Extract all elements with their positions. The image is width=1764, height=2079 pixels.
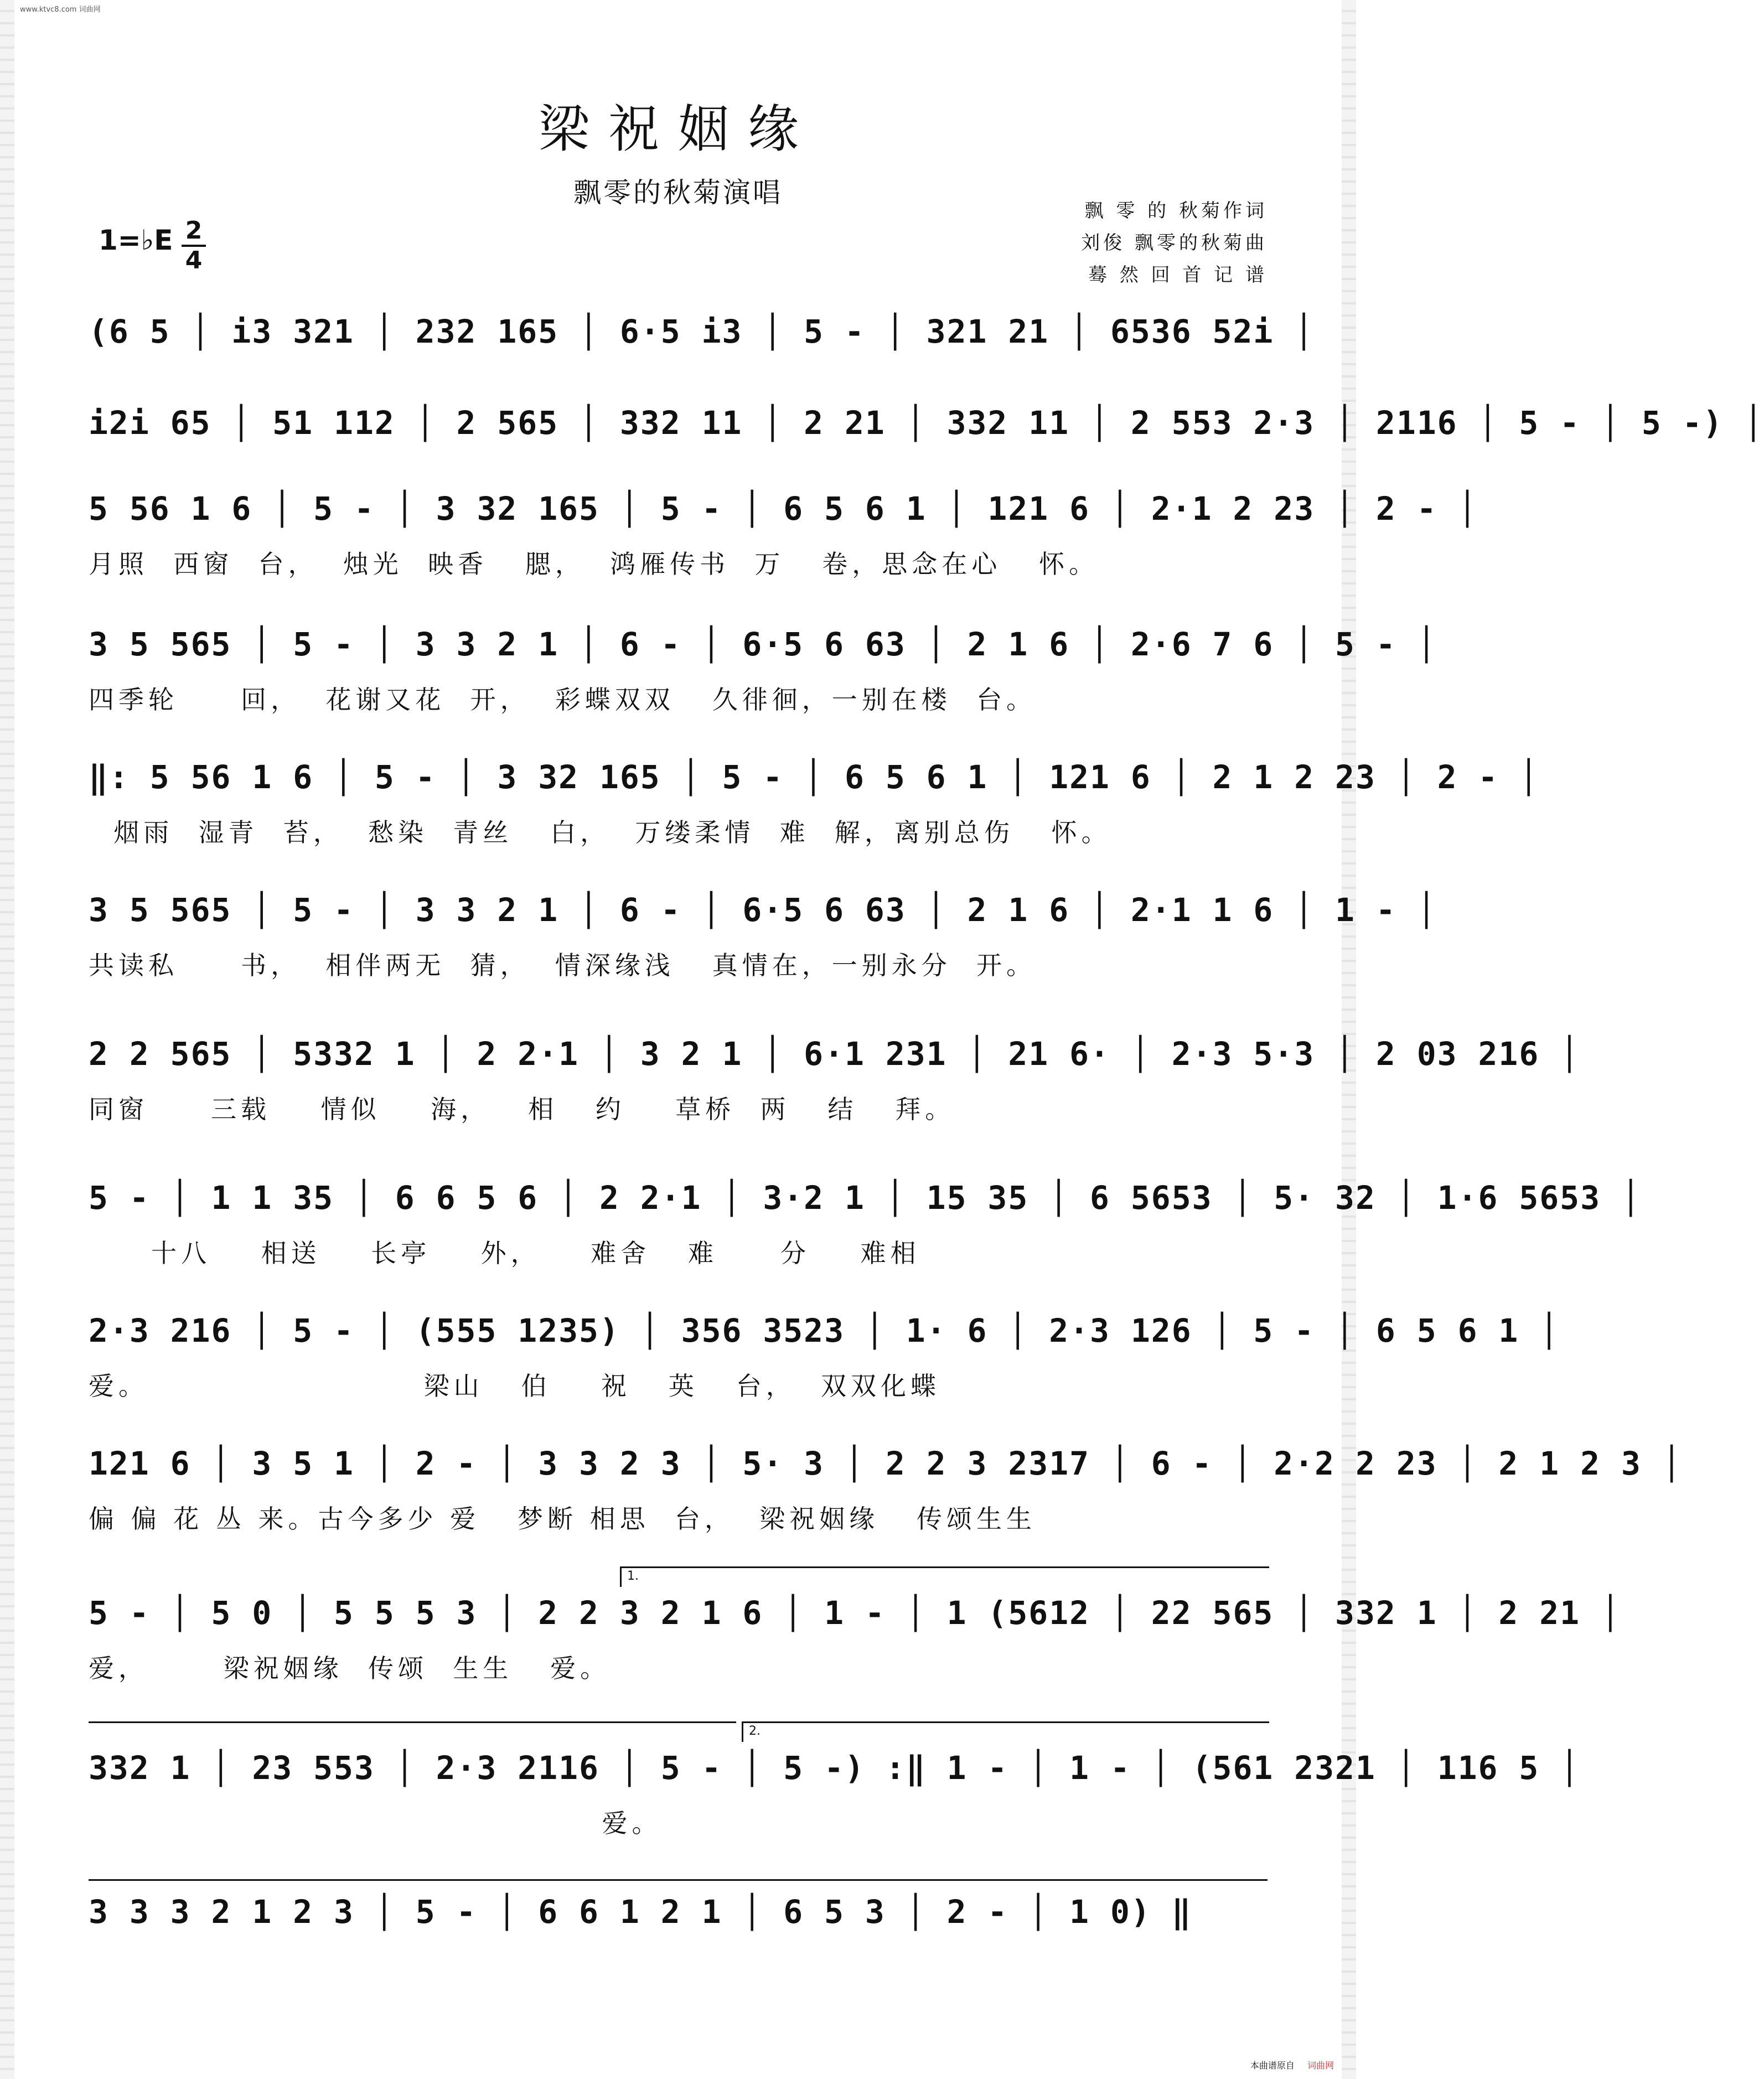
score-line-8 (89, 1179, 1642, 1268)
score-line-13 (89, 1893, 1268, 1976)
score-line-9 (89, 1312, 1560, 1401)
notes: 2 2 565 │ 5332 1 │ 2 2·1 │ 3 2 1 │ 6·1 231 │ 21 6· │ 2·3 5·3 │ 2 03 216 │ (89, 1035, 1581, 1073)
score-line-7 (89, 1035, 1581, 1124)
score-line-1 (89, 313, 1315, 396)
notes: 121 6 │ 3 5 1 │ 2 - │ 3 3 2 3 │ 5· 3 │ 2 2 3 2317 │ 6 - │ 2·2 2 23 │ 2 1 2 3 │ (89, 1445, 1683, 1482)
notes: 3 5 565 │ 5 - │ 3 3 2 1 │ 6 - │ 6·5 6 63 │ 2 1 6 │ 2·1 1 6 │ 1 - │ (89, 891, 1437, 929)
volta-2-label: 2. (749, 1724, 761, 1738)
credit-transcriber: 蓦 然 回 首 记 谱 (1088, 264, 1268, 286)
footer-brand-logo: 词曲网 (1307, 2060, 1334, 2071)
song-subtitle: 飘零的秋菊演唱 (573, 177, 783, 209)
notes: ‖: 5 56 1 6 │ 5 - │ 3 32 165 │ 5 - │ 6 5 6 1 │ 121 6 │ 2 1 2 23 │ 2 - │ (89, 758, 1540, 796)
footer (1250, 2059, 1334, 2071)
notes: 3 5 565 │ 5 - │ 3 3 2 1 │ 6 - │ 6·5 6 63 │ 2 1 6 │ 2·6 7 6 │ 5 - │ (89, 625, 1437, 663)
score-line-5 (89, 758, 1540, 847)
notes: 5 56 1 6 │ 5 - │ 3 32 165 │ 5 - │ 6 5 6 1 │ 121 6 │ 2·1 2 23 │ 2 - │ (89, 490, 1478, 527)
score-line-10 (89, 1445, 1683, 1534)
footer-note: 本曲谱原自 (1250, 2060, 1295, 2071)
score-line-6 (89, 891, 1437, 980)
notes: i2i 65 │ 51 112 │ 2 565 │ 332 11 │ 2 21 │ 332 11 │ 2 553 2·3 │ 2116 │ 5 - │ 5 -) │ (89, 404, 1764, 442)
meter-top: 2 (182, 217, 206, 247)
volta-1-label: 1. (627, 1569, 639, 1583)
meter-bottom: 4 (185, 246, 203, 275)
lyrics: 偏 偏 花 丛 来。古今多少 爱 梦断 相思 台， 梁祝姻缘 传颂生生 (89, 1504, 1036, 1534)
lyrics: 爱， 梁祝姻缘 传颂 生生 爱。 (89, 1653, 611, 1683)
score-line-12 (89, 1749, 1581, 1838)
volta-1-bracket (620, 1566, 1269, 1587)
volta-2-bracket (742, 1721, 1269, 1742)
score-line-11 (89, 1594, 1621, 1683)
score-line-3 (89, 490, 1478, 579)
notes: 2·3 216 │ 5 - │ (555 1235) │ 356 3523 │ 1· 6 │ 2·3 126 │ 5 - │ 6 5 6 1 │ (89, 1312, 1560, 1349)
credit-lyricist: 飘 零 的 秋菊作词 (1084, 200, 1268, 222)
lyrics: 月照 西窗 台， 烛光 映香 腮， 鸿雁传书 万 卷，思念在心 怀。 (89, 549, 1099, 579)
notes: 332 1 │ 23 553 │ 2·3 2116 │ 5 - │ 5 -) :‖ 1 - │ 1 - │ (561 2321 │ 116 5 │ (89, 1749, 1581, 1787)
volta-2-continuation-line (89, 1879, 1268, 1881)
notes: 5 - │ 5 0 │ 5 5 5 3 │ 2 2 3 2 1 6 │ 1 - │ 1 (5612 │ 22 565 │ 332 1 │ 2 21 │ (89, 1594, 1621, 1632)
lyrics: 十八 相送 长亭 外， 难舍 难 分 难相 (89, 1238, 920, 1268)
site-note: www.ktvc8.com 词曲网 (20, 6, 101, 14)
key-signature: 1=♭E (99, 224, 173, 256)
time-signature (182, 217, 206, 275)
song-title: 梁祝姻缘 (538, 100, 818, 159)
left-border-decoration (0, 0, 14, 2079)
lyrics: 爱。 (89, 1808, 662, 1838)
notes: (6 5 │ i3 321 │ 232 165 │ 6·5 i3 │ 5 - │ 321 21 │ 6536 52i │ (89, 313, 1315, 350)
score-line-4 (89, 625, 1437, 715)
lyrics: 同窗 三载 情似 海， 相 约 草桥 两 结 拜。 (89, 1094, 955, 1124)
credits (1081, 195, 1268, 291)
lyrics: 烟雨 湿青 苔， 愁染 青丝 白， 万缕柔情 难 解，离别总伤 怀。 (89, 818, 1111, 847)
notes: 3 3 3 2 1 2 3 │ 5 - │ 6 6 1 2 1 │ 6 5 3 │ 2 - │ 1 0) ‖ (89, 1893, 1192, 1931)
notes: 5 - │ 1 1 35 │ 6 6 5 6 │ 2 2·1 │ 3·2 1 │ 15 35 │ 6 5653 │ 5· 32 │ 1·6 5653 │ (89, 1179, 1642, 1217)
score-line-2 (89, 404, 1764, 487)
lyrics: 四季轮 回， 花谢又花 开， 彩蝶双双 久徘徊，一别在楼 台。 (89, 685, 1036, 715)
volta-1-continuation-line (89, 1721, 736, 1723)
lyrics: 爱。 梁山 伯 祝 英 台， 双双化蝶 (89, 1371, 941, 1401)
lyrics: 共读私 书， 相伴两无 猜， 情深缘浅 真情在，一别永分 开。 (89, 950, 1036, 980)
credit-composer: 刘俊 飘零的秋菊曲 (1081, 232, 1268, 254)
